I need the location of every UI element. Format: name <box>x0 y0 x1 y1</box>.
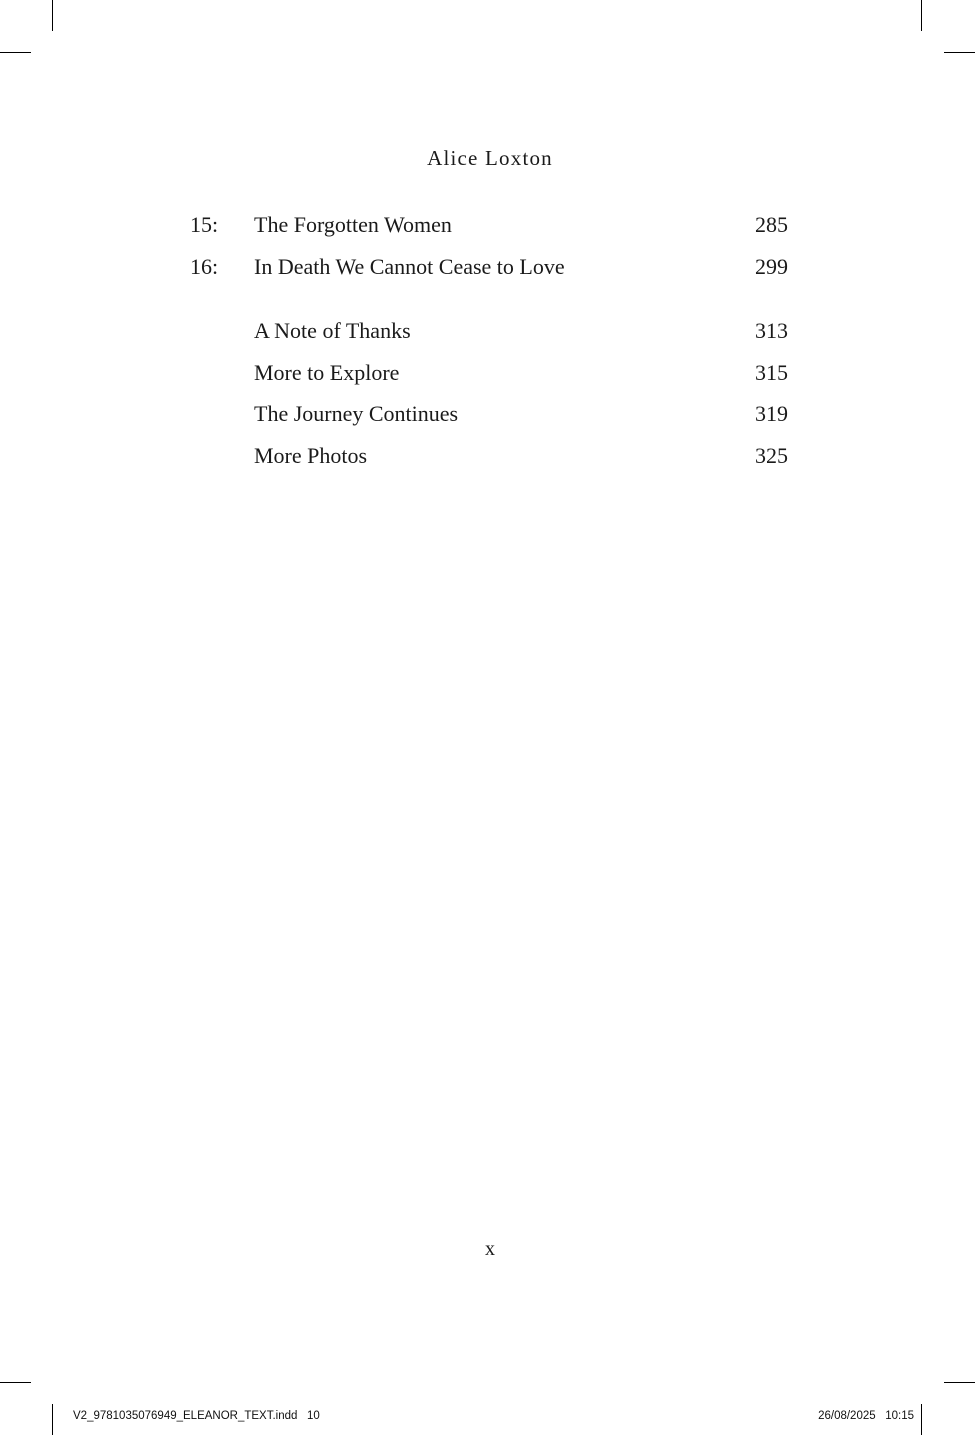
running-head: Alice Loxton <box>427 146 553 170</box>
crop-mark-top-left-horizontal <box>0 52 31 53</box>
crop-mark-top-right-vertical <box>921 0 922 31</box>
slug-file-name: V2_9781035076949_ELEANOR_TEXT.indd 10 <box>73 1410 320 1422</box>
toc-entry <box>190 316 790 346</box>
crop-mark-bottom-left-vertical <box>52 1404 53 1435</box>
page-number: 285 <box>755 212 788 237</box>
page-number: 315 <box>755 360 788 385</box>
crop-mark-bottom-right-horizontal <box>944 1382 975 1383</box>
chapter-title: In Death We Cannot Cease to Love <box>254 254 565 279</box>
chapter-title: The Forgotten Women <box>254 212 452 237</box>
back-matter-title: More Photos <box>254 443 368 468</box>
back-matter-title: More to Explore <box>254 360 400 385</box>
page-number: 299 <box>755 254 788 279</box>
slug-timestamp: 26/08/2025 10:15 <box>818 1410 914 1422</box>
page-number: 313 <box>755 318 788 343</box>
back-matter-title: The Journey Continues <box>254 401 459 426</box>
toc-entry <box>190 441 790 471</box>
toc-entry <box>190 399 790 429</box>
chapter-number: 16: <box>190 254 219 279</box>
crop-mark-bottom-left-horizontal <box>0 1382 31 1383</box>
toc-entry <box>190 210 790 240</box>
toc-entry <box>190 252 790 282</box>
back-matter-title: A Note of Thanks <box>254 318 411 343</box>
page-number: 319 <box>755 401 788 426</box>
crop-mark-top-right-horizontal <box>944 52 975 53</box>
chapter-number: 15: <box>190 212 219 237</box>
page-number: 325 <box>755 443 788 468</box>
crop-mark-bottom-right-vertical <box>921 1404 922 1435</box>
crop-mark-top-left-vertical <box>52 0 53 31</box>
folio-page-number: x <box>485 1238 495 1260</box>
toc-entry <box>190 358 790 388</box>
